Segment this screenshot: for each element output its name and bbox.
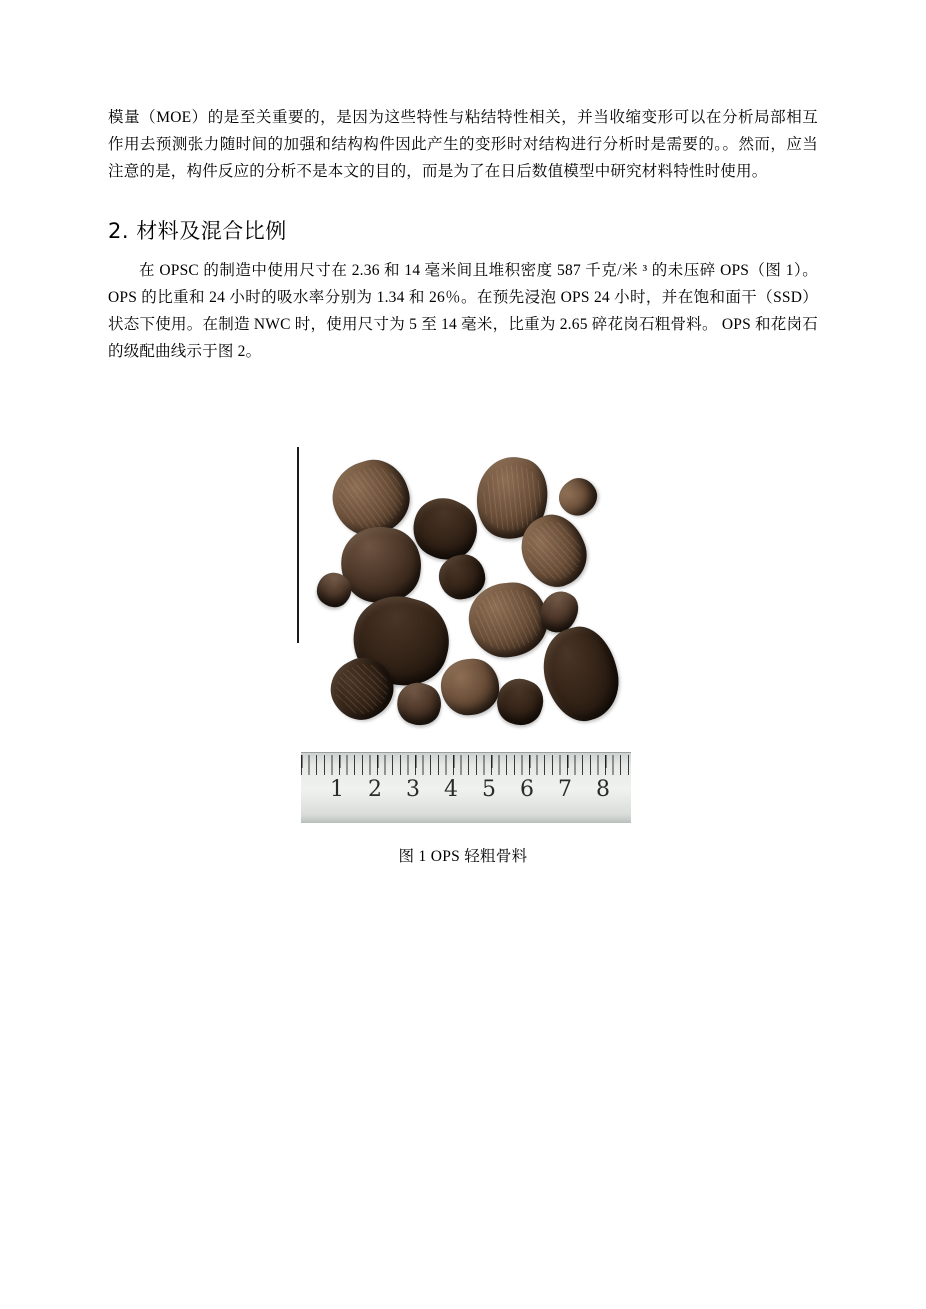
ruler-scale xyxy=(301,752,631,823)
figure-1-block xyxy=(108,423,818,866)
page-content xyxy=(108,104,818,866)
ruler-label: 6 xyxy=(520,777,534,802)
shell-piece xyxy=(535,620,628,729)
photo-frame xyxy=(301,423,631,823)
ruler-label: 8 xyxy=(596,777,610,802)
ruler-numbers xyxy=(301,777,631,811)
scale-bar-line xyxy=(297,447,299,643)
ops-aggregate-photo xyxy=(295,423,631,823)
intro-paragraph: 模量（MOE）的是至关重要的，是因为这些特性与粘结特性相关，并当收缩变形可以在分析局部相互作用去预测张力随时间的加强和结构构件因此产生的变形时对结构进行分析时是需要的。。然而，应当注意的是，构件反应的分析不是本文的目的，而是为了在日后数值模型中研究材料特性时使用。 xyxy=(108,109,818,180)
ruler-label: 3 xyxy=(406,777,420,802)
section-heading: 2. 材料及混合比例 xyxy=(108,219,287,243)
ruler-label: 1 xyxy=(330,777,344,802)
shell-field xyxy=(301,423,631,753)
figure-caption: 图 1 OPS 轻粗骨料 xyxy=(398,848,528,865)
ruler-label: 5 xyxy=(482,777,496,802)
materials-paragraph: 在 OPSC 的制造中使用尺寸在 2.36 和 14 毫米间且堆积密度 587 千克/米 ³ 的未压碎 OPS（图 1）。OPS 的比重和 24 小时的吸水率分别为 1.34 和 26％。在预先浸泡 OPS 24 小时，并在饱和面干（SSD）状态下使用。在制造 NWC 时，使用尺寸为 5 至 14 毫米，比重为 2.65 碎花岗石粗骨料。 OPS 和花岗石的级配曲线示于图 2。 xyxy=(108,262,818,360)
ruler-label: 4 xyxy=(444,777,458,802)
shell-piece xyxy=(490,672,550,732)
ruler-label: 7 xyxy=(558,777,572,802)
shell-piece xyxy=(439,657,501,717)
ruler-label: 2 xyxy=(368,777,382,802)
ruler-major-ticks xyxy=(301,755,631,768)
